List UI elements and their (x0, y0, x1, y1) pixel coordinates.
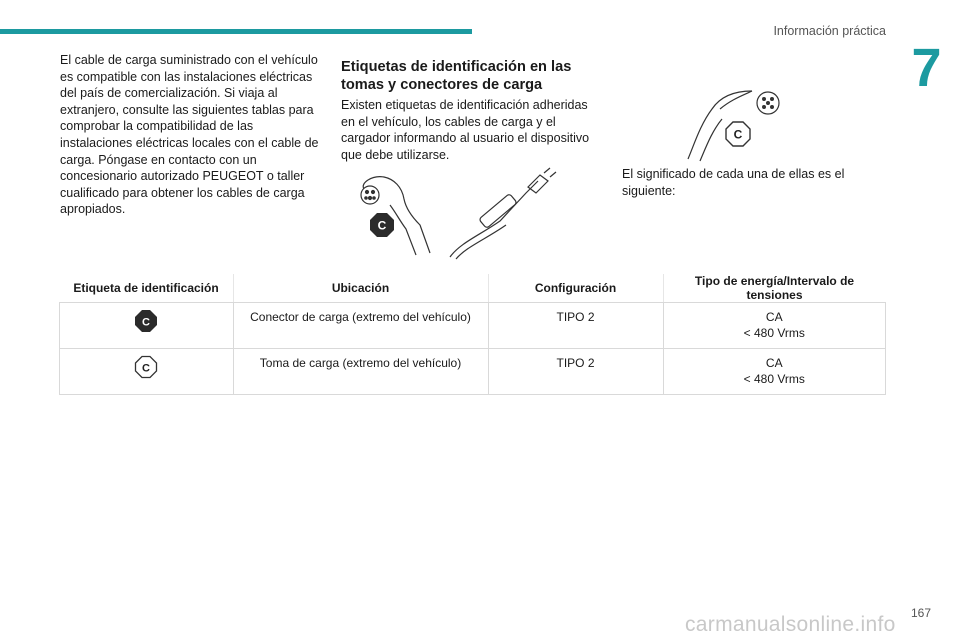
col-header-etiqueta: Etiqueta de identificación (60, 274, 234, 303)
configuracion-cell: TIPO 2 (488, 303, 663, 349)
energia-range: < 480 Vrms (743, 372, 805, 386)
label-cell (60, 349, 234, 395)
outline-c-badge-illustration (726, 122, 750, 146)
table-header-row (60, 274, 886, 303)
badge-letter: C (377, 218, 387, 233)
badge-letter: C (142, 362, 151, 375)
meaning-text: El significado de cada una de ellas es el siguiente: (622, 167, 845, 198)
ubicacion-cell: Toma de carga (extremo del vehículo) (233, 349, 488, 395)
section-heading: Etiquetas de identificación en las tomas y conectores de carga (341, 59, 572, 93)
energia-type: CA (765, 356, 783, 370)
label-cell (60, 303, 234, 349)
table-row (60, 303, 886, 349)
header-accent-bar (0, 29, 472, 34)
chapter-number: 7 (893, 38, 960, 98)
col-header-energia: Tipo de energía/Intervalo de tensiones (663, 274, 886, 303)
vehicle-socket-illustration (680, 85, 790, 165)
section-title: Información práctica (773, 24, 886, 38)
col-header-configuracion: Configuración (488, 274, 663, 303)
table-row (60, 349, 886, 395)
connector-cable-illustration (350, 165, 580, 260)
badge-letter: C (142, 316, 151, 329)
outline-c-label-icon (134, 355, 158, 379)
page-number: 167 (910, 606, 931, 620)
badge-letter: C (733, 127, 743, 142)
identification-table (59, 274, 886, 395)
ubicacion-cell: Conector de carga (extremo del vehículo) (233, 303, 488, 349)
filled-c-label-icon (134, 309, 158, 333)
intro-paragraph: El cable de carga suministrado con el vehículo es compatible con las instalaciones eléctricas del país de comercialización. Si viaja al extranjero, consulte las siguientes tablas para comprobar la compatibilidad de las instalaciones eléctricas locales con el cable de carga. Póngase en contacto con un concesionario autorizado PEUGEOT o taller cualificado para obtener los cables de carga apropiados. (60, 53, 319, 217)
filled-c-badge-illustration (370, 213, 394, 237)
energia-cell (663, 303, 886, 349)
section-body: Existen etiquetas de identificación adheridas en el vehículo, los cables de carga y el cargador informando al usuario el dispositivo que debe utilizarse. (341, 98, 590, 162)
energia-cell (663, 349, 886, 395)
col-header-ubicacion: Ubicación (233, 274, 488, 303)
watermark: carmanualsonline.info (685, 613, 896, 636)
energia-range: < 480 Vrms (743, 326, 805, 340)
energia-type: CA (765, 310, 783, 324)
configuracion-cell: TIPO 2 (488, 349, 663, 395)
